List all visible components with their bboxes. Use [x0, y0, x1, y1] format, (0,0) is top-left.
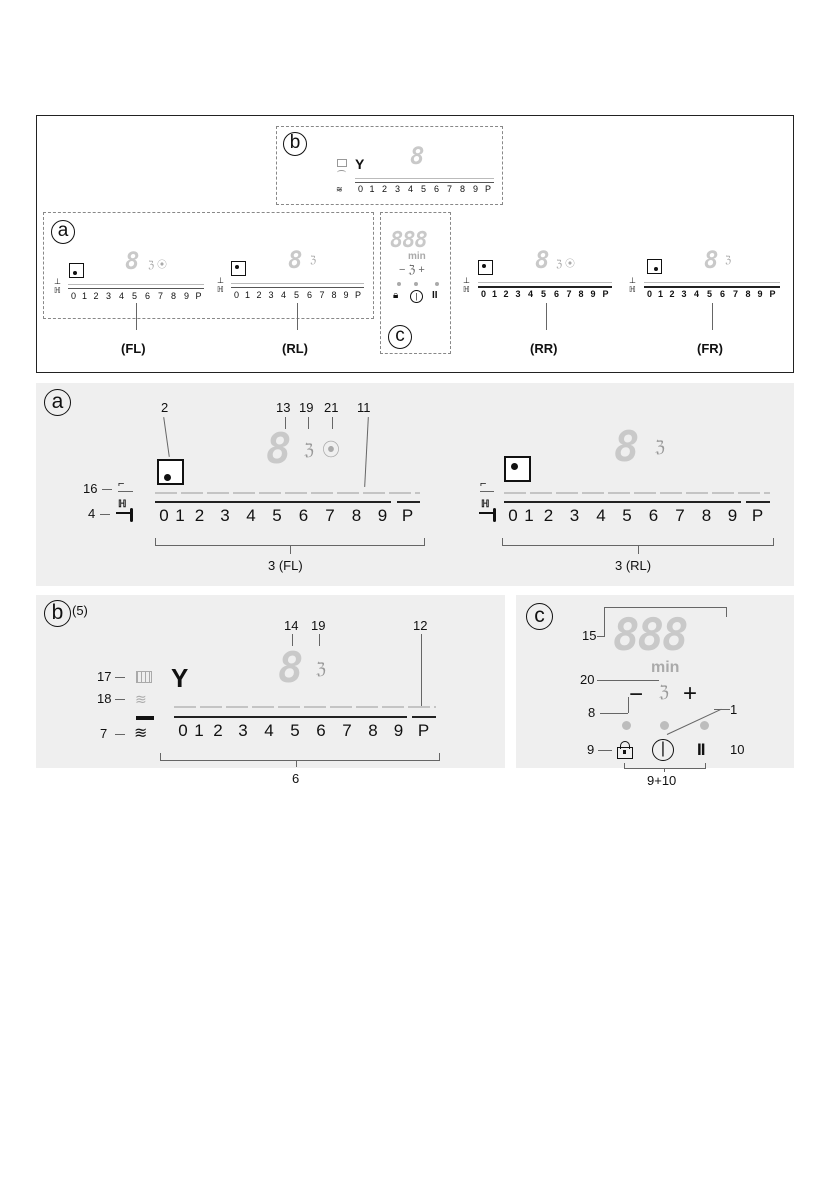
scale-1: 1 — [369, 184, 375, 194]
scale-2: 2 — [194, 506, 205, 525]
overview-rr-label: (RR) — [530, 341, 558, 356]
detail-b-hood-bar — [136, 716, 154, 720]
callout-8: 8 — [588, 705, 596, 720]
scale-4: 4 — [527, 289, 533, 299]
detail-rl-keepwarm-line — [480, 491, 494, 492]
overview-rl-zone-icon — [231, 261, 246, 276]
overview-fr-timer-icon: ℨ — [725, 255, 732, 266]
scale-4: 4 — [280, 290, 286, 300]
detail-c-timer-icon: ℨ — [659, 684, 669, 701]
detail-rl-thermo-icon — [493, 508, 496, 522]
detail-rl-bracket-stem — [638, 546, 639, 554]
callout-11: 11 — [357, 400, 371, 415]
scale-0: 0 — [480, 289, 486, 299]
callout-12-leader — [421, 634, 422, 706]
scale-6: 6 — [316, 721, 326, 740]
detail-b-sub: (5) — [72, 603, 88, 618]
overview-fr-heat-icon: ⊥ ℍ — [629, 276, 636, 294]
callout-2: 2 — [161, 400, 169, 415]
scale-7: 7 — [566, 289, 572, 299]
detail-b-fan-icon: Y — [171, 663, 189, 693]
callout-1: 1 — [730, 702, 738, 717]
scale-9: 9 — [377, 506, 388, 525]
scale-6: 6 — [433, 184, 439, 194]
overview-rr-display: 8 — [535, 246, 550, 274]
detail-c-pause-led — [700, 721, 709, 730]
scale-0: 0 — [233, 290, 239, 300]
callout-8-leader — [600, 713, 628, 714]
callout-14: 14 — [284, 618, 299, 633]
overview-rl-leader — [297, 303, 298, 330]
overview-fr-label: (FR) — [697, 341, 723, 356]
overview-fl-display: 8 — [125, 247, 140, 275]
overview-b-baseline — [355, 182, 494, 183]
overview-rr-bars — [478, 282, 612, 283]
callout-21-leader — [332, 417, 333, 429]
scale-0: 0 — [178, 721, 188, 740]
detail-b-baseline — [174, 716, 407, 718]
overview-rl-timer-icon: ℨ — [310, 255, 317, 266]
detail-b-level-bars — [174, 706, 436, 708]
detail-rl-baseline — [504, 501, 741, 503]
overview-rr-leader — [546, 303, 547, 330]
detail-fl-level-bars — [155, 492, 420, 494]
callout-9-leader — [598, 750, 612, 751]
detail-fl-heatup-line — [116, 512, 130, 514]
overview-rr-timer-icon: ℨ ⦿ — [556, 259, 575, 270]
overview-rr-baseline — [478, 286, 612, 288]
detail-b-scale — [174, 721, 436, 741]
scale-0: 0 — [70, 291, 76, 301]
detail-rl-bracket-label: 3 (RL) — [615, 558, 652, 573]
overview-c-led-2 — [414, 282, 418, 286]
callout-19-leader — [308, 417, 309, 429]
scale-p: P — [602, 289, 609, 299]
callout-20-leader — [597, 680, 659, 681]
overview-rl-display: 8 — [288, 246, 303, 274]
scale-3: 3 — [268, 290, 274, 300]
scale-p: P — [484, 184, 491, 194]
overview-c-led-3 — [435, 282, 439, 286]
callout-18-leader — [115, 699, 125, 700]
overview-fl-bars — [68, 284, 204, 285]
detail-fl-display: 8 — [266, 424, 292, 473]
detail-b-bracket — [160, 753, 440, 761]
detail-b-hood-icon: ≋ — [134, 725, 148, 742]
scale-3: 3 — [220, 506, 230, 525]
scale-6: 6 — [553, 289, 559, 299]
detail-rl-baseline-p — [746, 501, 770, 503]
scale-2: 2 — [256, 290, 262, 300]
detail-fl-baseline — [155, 501, 391, 503]
scale-9: 9 — [393, 721, 404, 740]
scale-3: 3 — [238, 721, 248, 740]
scale-8: 8 — [368, 721, 378, 740]
callout-19b: 19 — [311, 618, 326, 633]
overview-rl-heat-icon: ⊥ ℍ — [217, 276, 224, 294]
detail-rl-timer-icon: ℨ — [655, 439, 665, 456]
scale-9: 9 — [343, 290, 349, 300]
detail-a-label: a — [44, 389, 71, 416]
overview-b-bars — [355, 178, 494, 179]
detail-rl-heatup-icon: ℍ — [481, 499, 490, 510]
scale-4: 4 — [264, 721, 274, 740]
scale-p: P — [195, 291, 202, 301]
scale-5: 5 — [293, 290, 299, 300]
detail-c-power-icon[interactable]: | — [652, 739, 674, 761]
scale-5: 5 — [706, 289, 712, 299]
detail-b-bracket-stem — [296, 761, 297, 767]
scale-p: P — [769, 289, 776, 299]
scale-2: 2 — [669, 289, 675, 299]
detail-fl-bracket-label: 3 (FL) — [268, 558, 303, 573]
scale-1: 1 — [657, 289, 663, 299]
detail-fl-baseline-p — [397, 501, 420, 503]
detail-rl-keepwarm-icon: ⌐ — [480, 478, 487, 490]
scale-8: 8 — [331, 290, 337, 300]
overview-b-scale — [355, 184, 494, 194]
callout-9: 9 — [587, 742, 595, 757]
scale-2: 2 — [213, 721, 223, 740]
overview-b-filter-icon — [337, 159, 347, 167]
scale-p: P — [354, 290, 361, 300]
detail-fl-keepwarm-line — [118, 491, 133, 492]
scale-7: 7 — [732, 289, 738, 299]
scale-5: 5 — [272, 506, 282, 525]
scale-4: 4 — [118, 291, 124, 301]
scale-0: 0 — [357, 184, 363, 194]
scale-6: 6 — [298, 506, 309, 525]
detail-b-label: b — [44, 600, 71, 627]
detail-c-display: 888 — [613, 610, 687, 661]
callout-20: 20 — [580, 672, 595, 687]
detail-fl-zone-icon — [157, 459, 184, 485]
scale-2: 2 — [381, 184, 387, 194]
scale-5: 5 — [622, 506, 632, 525]
scale-8: 8 — [351, 506, 362, 525]
callout-17-leader — [115, 677, 125, 678]
detail-fl-keepwarm-icon: ⌐ — [118, 478, 125, 490]
detail-rl-level-bars — [504, 492, 770, 494]
scale-4: 4 — [246, 506, 256, 525]
detail-b-baseline-p — [412, 716, 436, 718]
overview-fr-scale — [644, 289, 780, 299]
detail-a-panel — [36, 383, 794, 586]
overview-fl-scale — [68, 291, 204, 301]
overview-rl-label: (RL) — [282, 341, 308, 356]
scale-9: 9 — [590, 289, 596, 299]
overview-fl-timer-icon: ℨ ⦿ — [148, 260, 167, 271]
detail-c-bracket-label: 9+10 — [647, 773, 677, 788]
detail-c-bracket — [624, 763, 706, 769]
detail-rl-bracket — [502, 538, 774, 546]
scale-p: P — [401, 506, 414, 525]
scale-8: 8 — [701, 506, 712, 525]
detail-c-pause-icon[interactable]: II — [697, 740, 705, 759]
callout-7-leader — [115, 734, 125, 735]
detail-fl-timer-icon: ℨ — [304, 442, 314, 459]
scale-5: 5 — [290, 721, 300, 740]
callout-12: 12 — [413, 618, 428, 633]
callout-19: 19 — [299, 400, 314, 415]
overview-rr-scale — [478, 289, 612, 299]
detail-b-filter-icon — [136, 671, 152, 683]
overview-b-display: 8 — [410, 142, 425, 170]
scale-6: 6 — [144, 291, 150, 301]
overview-c-lock-icon: 🔒︎ — [393, 290, 399, 301]
overview-fl-label: (FL) — [121, 341, 146, 356]
detail-fl-bracket-stem — [290, 546, 291, 554]
scale-7: 7 — [319, 290, 325, 300]
scale-4: 4 — [596, 506, 606, 525]
callout-16: 16 — [83, 481, 98, 496]
overview-fr-zone-icon — [647, 259, 662, 274]
scale-0: 0 — [159, 506, 169, 525]
detail-c-bracket-stem — [664, 769, 665, 772]
detail-c-minus: − — [629, 681, 644, 708]
callout-15-leader-v — [604, 607, 605, 637]
scale-1: 1 — [194, 721, 204, 740]
detail-b-bracket-label: 6 — [292, 771, 300, 786]
scale-3: 3 — [681, 289, 687, 299]
overview-c-controls: − ℨ + — [399, 264, 425, 276]
scale-1: 1 — [244, 290, 250, 300]
callout-8-leader-v — [628, 697, 629, 713]
overview-fr-display: 8 — [704, 246, 719, 274]
scale-8: 8 — [170, 291, 176, 301]
overview-c-led-1 — [397, 282, 401, 286]
callout-16-leader — [102, 489, 112, 490]
scale-9: 9 — [757, 289, 763, 299]
scale-9: 9 — [472, 184, 478, 194]
detail-rl-display: 8 — [614, 422, 640, 471]
detail-b-display: 8 — [278, 643, 304, 692]
scale-2: 2 — [543, 506, 554, 525]
scale-7: 7 — [675, 506, 685, 525]
callout-19b-leader — [319, 634, 320, 646]
callout-7: 7 — [100, 726, 108, 741]
scale-9: 9 — [727, 506, 738, 525]
overview-fr-baseline — [644, 286, 780, 288]
detail-c-lock-icon — [617, 741, 633, 758]
scale-5: 5 — [540, 289, 546, 299]
scale-2: 2 — [93, 291, 99, 301]
overview-rl-baseline — [231, 287, 364, 288]
overview-b-label: b — [283, 132, 307, 156]
detail-rl-zone-icon — [504, 456, 531, 482]
scale-7: 7 — [157, 291, 163, 301]
overview-c-pause-icon: II — [432, 290, 438, 301]
detail-fl-thermo-icon — [130, 508, 133, 522]
scale-5: 5 — [131, 291, 137, 301]
scale-p: P — [417, 721, 430, 740]
detail-b-ambient-icon: ≋ — [135, 691, 147, 707]
scale-6: 6 — [719, 289, 725, 299]
scale-1: 1 — [81, 291, 87, 301]
callout-4-leader — [100, 514, 110, 515]
callout-21: 21 — [324, 400, 339, 415]
overview-rr-zone-icon — [478, 260, 493, 275]
scale-7: 7 — [342, 721, 352, 740]
overview-c-min: min — [408, 251, 426, 262]
scale-6: 6 — [306, 290, 312, 300]
scale-3: 3 — [569, 506, 580, 525]
detail-b-timer-icon: ℨ — [316, 661, 326, 678]
detail-fl-bracket — [155, 538, 425, 546]
callout-15: 15 — [582, 628, 597, 643]
overview-a-label: a — [51, 220, 75, 244]
scale-0: 0 — [646, 289, 652, 299]
scale-8: 8 — [578, 289, 584, 299]
overview-panel-a — [43, 212, 374, 319]
overview-fl-heat-icon: ⊥ ℍ — [54, 277, 61, 295]
overview-fr-bars — [644, 282, 780, 283]
scale-1: 1 — [491, 289, 497, 299]
overview-b-fan-icon: Y — [355, 156, 365, 172]
overview-c-display: 888 — [390, 228, 427, 253]
scale-4: 4 — [407, 184, 413, 194]
scale-5: 5 — [420, 184, 426, 194]
scale-8: 8 — [459, 184, 465, 194]
callout-4: 4 — [88, 506, 96, 521]
scale-7: 7 — [325, 506, 335, 525]
overview-rl-scale — [231, 290, 364, 300]
scale-p: P — [751, 506, 764, 525]
scale-8: 8 — [745, 289, 751, 299]
scale-0: 0 — [508, 506, 518, 525]
detail-c-min: min — [651, 659, 680, 676]
scale-1: 1 — [524, 506, 534, 525]
overview-b-wave-icon — [337, 170, 346, 175]
scale-2: 2 — [503, 289, 509, 299]
scale-3: 3 — [515, 289, 521, 299]
scale-6: 6 — [648, 506, 659, 525]
scale-4: 4 — [693, 289, 699, 299]
detail-fl-heatup-icon: ℍ — [118, 499, 127, 510]
detail-c-power-led — [660, 721, 669, 730]
detail-c-label: c — [526, 603, 553, 630]
overview-fl-leader — [136, 303, 137, 330]
scale-3: 3 — [394, 184, 400, 194]
detail-c-plus: + — [683, 680, 698, 707]
overview-fl-zone-icon — [69, 263, 84, 278]
detail-rl-scale — [504, 506, 770, 526]
overview-c-power-icon: | — [410, 290, 423, 303]
scale-1: 1 — [175, 506, 185, 525]
detail-rl-heatup-line — [479, 512, 493, 514]
scale-9: 9 — [183, 291, 189, 301]
scale-7: 7 — [446, 184, 452, 194]
detail-fl-scale — [155, 506, 420, 526]
overview-rr-heat-icon: ⊥ ℍ — [463, 276, 470, 294]
scale-3: 3 — [105, 291, 111, 301]
overview-b-hood-icon: ≋ — [336, 185, 343, 194]
callout-17: 17 — [97, 669, 112, 684]
overview-fl-baseline — [68, 288, 204, 289]
detail-fl-pan-icon: ⦿ — [322, 440, 340, 460]
detail-c-lock-led — [622, 721, 631, 730]
callout-10: 10 — [730, 742, 745, 757]
overview-fr-leader — [712, 303, 713, 330]
callout-13: 13 — [276, 400, 291, 415]
overview-rl-bars — [231, 283, 364, 284]
overview-c-label: c — [388, 325, 412, 349]
callout-18: 18 — [97, 691, 112, 706]
